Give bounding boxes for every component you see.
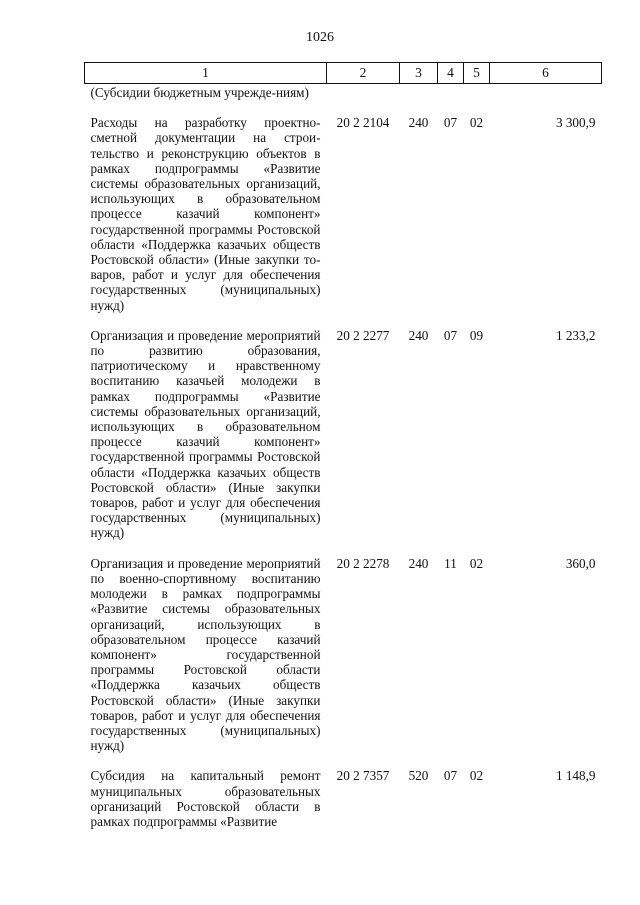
row-amount: 1 148,9	[555, 768, 596, 784]
row-subsection: 02	[469, 115, 484, 131]
row-description: Организация и проведение мероприятий по военно-спортивному воспитанию молодежи в рамках подпрограммы «Развитие системы образовательных организаций, использующих в образовательном процессе казачий компонент» государственной программы Ростовской области «Поддержка казачьих обществ Ростовской области» (Иные закупки товаров, работ и услуг для обеспечения государственных (муниципальных) нужд)	[90, 555, 321, 754]
table-header-row	[85, 63, 602, 84]
header-col-5: 5	[464, 63, 490, 84]
row-code: 20 2 2277	[336, 327, 390, 343]
row-code: 20 2 2104	[336, 115, 390, 131]
table-row-continuation	[85, 84, 602, 115]
row-type: 240	[408, 115, 429, 131]
header-col-3: 3	[400, 63, 438, 84]
row-code: 20 2 2278	[336, 555, 390, 571]
row-type: 240	[408, 555, 429, 571]
row-subsection: 02	[469, 555, 484, 571]
row-amount: 360,0	[565, 555, 596, 571]
table-row	[85, 767, 602, 843]
row-code: 20 2 7357	[336, 768, 390, 784]
table-row	[85, 555, 602, 768]
continuation-text: (Субсидии бюджетным учрежде-ниям)	[90, 85, 309, 100]
row-section: 07	[443, 327, 458, 343]
row-description: Организация и проведение мероприятий по развитию образования, патриотическому и нравственному воспитанию казачьей молодежи в рамках подпрограммы «Развитие системы образовательных организаций, использующих в образовательном процессе казачий компонент» государственной программы Ростовской области «Поддержка казачьих обществ Ростовской области» (Иные закупки товаров, работ и услуг для обеспечения государственных (муниципальных) нужд)	[90, 327, 321, 541]
page-number: 1026	[306, 30, 334, 45]
row-type: 240	[408, 327, 429, 343]
header-col-6: 6	[490, 63, 602, 84]
row-subsection: 09	[469, 327, 484, 343]
row-amount: 3 300,9	[555, 115, 596, 131]
budget-table	[84, 62, 602, 843]
row-subsection: 02	[469, 768, 484, 784]
table-row	[85, 327, 602, 555]
row-section: 11	[444, 555, 457, 571]
table-row	[85, 114, 602, 327]
header-col-1: 1	[85, 63, 327, 84]
header-col-4: 4	[438, 63, 464, 84]
row-section: 07	[443, 115, 458, 131]
row-description: Расходы на разработку проектно-сметной документации на строительство и реконструкцию объектов в рамках подпрограммы «Развитие системы образовательных организаций, использующих в образовательном процессе казачий компонент» государственной программы Ростовской области «Поддержка казачьих обществ Ростовской области» (Иные закупки товаров, работ и услуг для обеспечения государственных (муниципальных) нужд)	[90, 115, 321, 313]
row-amount: 1 233,2	[555, 327, 596, 343]
row-type: 520	[408, 768, 429, 784]
row-section: 07	[443, 768, 458, 784]
header-col-2: 2	[327, 63, 400, 84]
row-description: Субсидия на капитальный ремонт муниципальных образовательных организаций Ростовской области в рамках подпрограммы «Развитие	[90, 768, 321, 829]
